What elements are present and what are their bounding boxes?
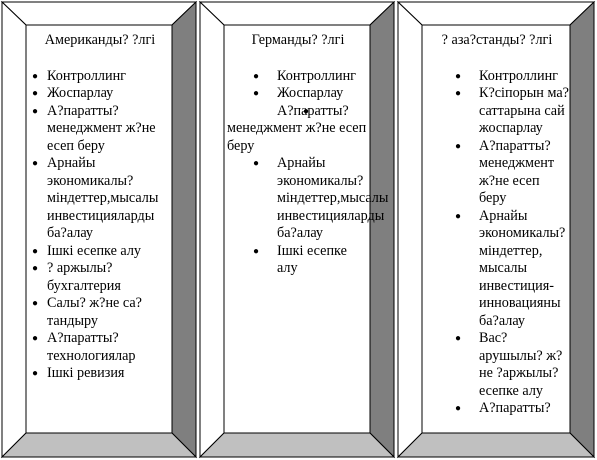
list-item: ● Арнайы экономикалы? міндеттер, мысалы инвестиция-инновацияны ба?алау xyxy=(425,208,569,331)
list-item: ● Ішкі есепке алу xyxy=(29,243,171,261)
list-item: ● Bас?арушылы? ж?не ?аржылы? есепке алу xyxy=(425,330,569,400)
list-item: ● Ішкі есепке алу xyxy=(227,243,369,278)
list-item: ● Контроллинг xyxy=(29,68,171,86)
item-list xyxy=(29,68,171,383)
column-american xyxy=(29,32,171,430)
list-item: ● А?паратты? менеджмент ж?не есеп беру xyxy=(227,103,369,156)
list-item: ● А?паратты? менеджмент ж?не есеп беру xyxy=(425,138,569,208)
item-list xyxy=(425,68,569,418)
column-title: Американды? ?лгі xyxy=(44,32,156,48)
column-kazakh xyxy=(425,32,569,430)
list-item: ● Ішкі ревизия xyxy=(29,365,171,383)
list-item: ● Арнайы экономикалы? міндеттер,мысалы инвестицияларды ба?алау xyxy=(227,155,369,243)
item-list xyxy=(227,67,389,278)
list-item: ● Контроллинг xyxy=(425,68,569,86)
list-item: ● А?паратты? технологиялар xyxy=(29,330,171,365)
list-item: ● А?паратты? xyxy=(425,400,569,418)
list-item: ● К?сіпорын ма?саттарына сай жоспарлау xyxy=(425,85,569,138)
list-item: ● А?паратты? менеджмент ж?не есеп беру xyxy=(29,103,171,156)
column-title: ? аза?станды? ?лгі xyxy=(441,32,553,48)
list-item: ● Арнайы экономикалы? міндеттер,мысалы инвестицияларды ба?алау xyxy=(29,155,171,243)
list-item: ● Жоспарлау xyxy=(227,85,369,103)
column-title: Германды? ?лгі xyxy=(251,32,345,48)
list-item: ● Жоспарлау xyxy=(29,85,171,103)
list-item: ● ? аржылы? бухгалтерия xyxy=(29,260,171,295)
list-item: ● Салы? ж?не са?тандыру xyxy=(29,295,171,330)
column-german xyxy=(227,32,389,430)
list-item: ● Контроллинг xyxy=(227,68,369,86)
